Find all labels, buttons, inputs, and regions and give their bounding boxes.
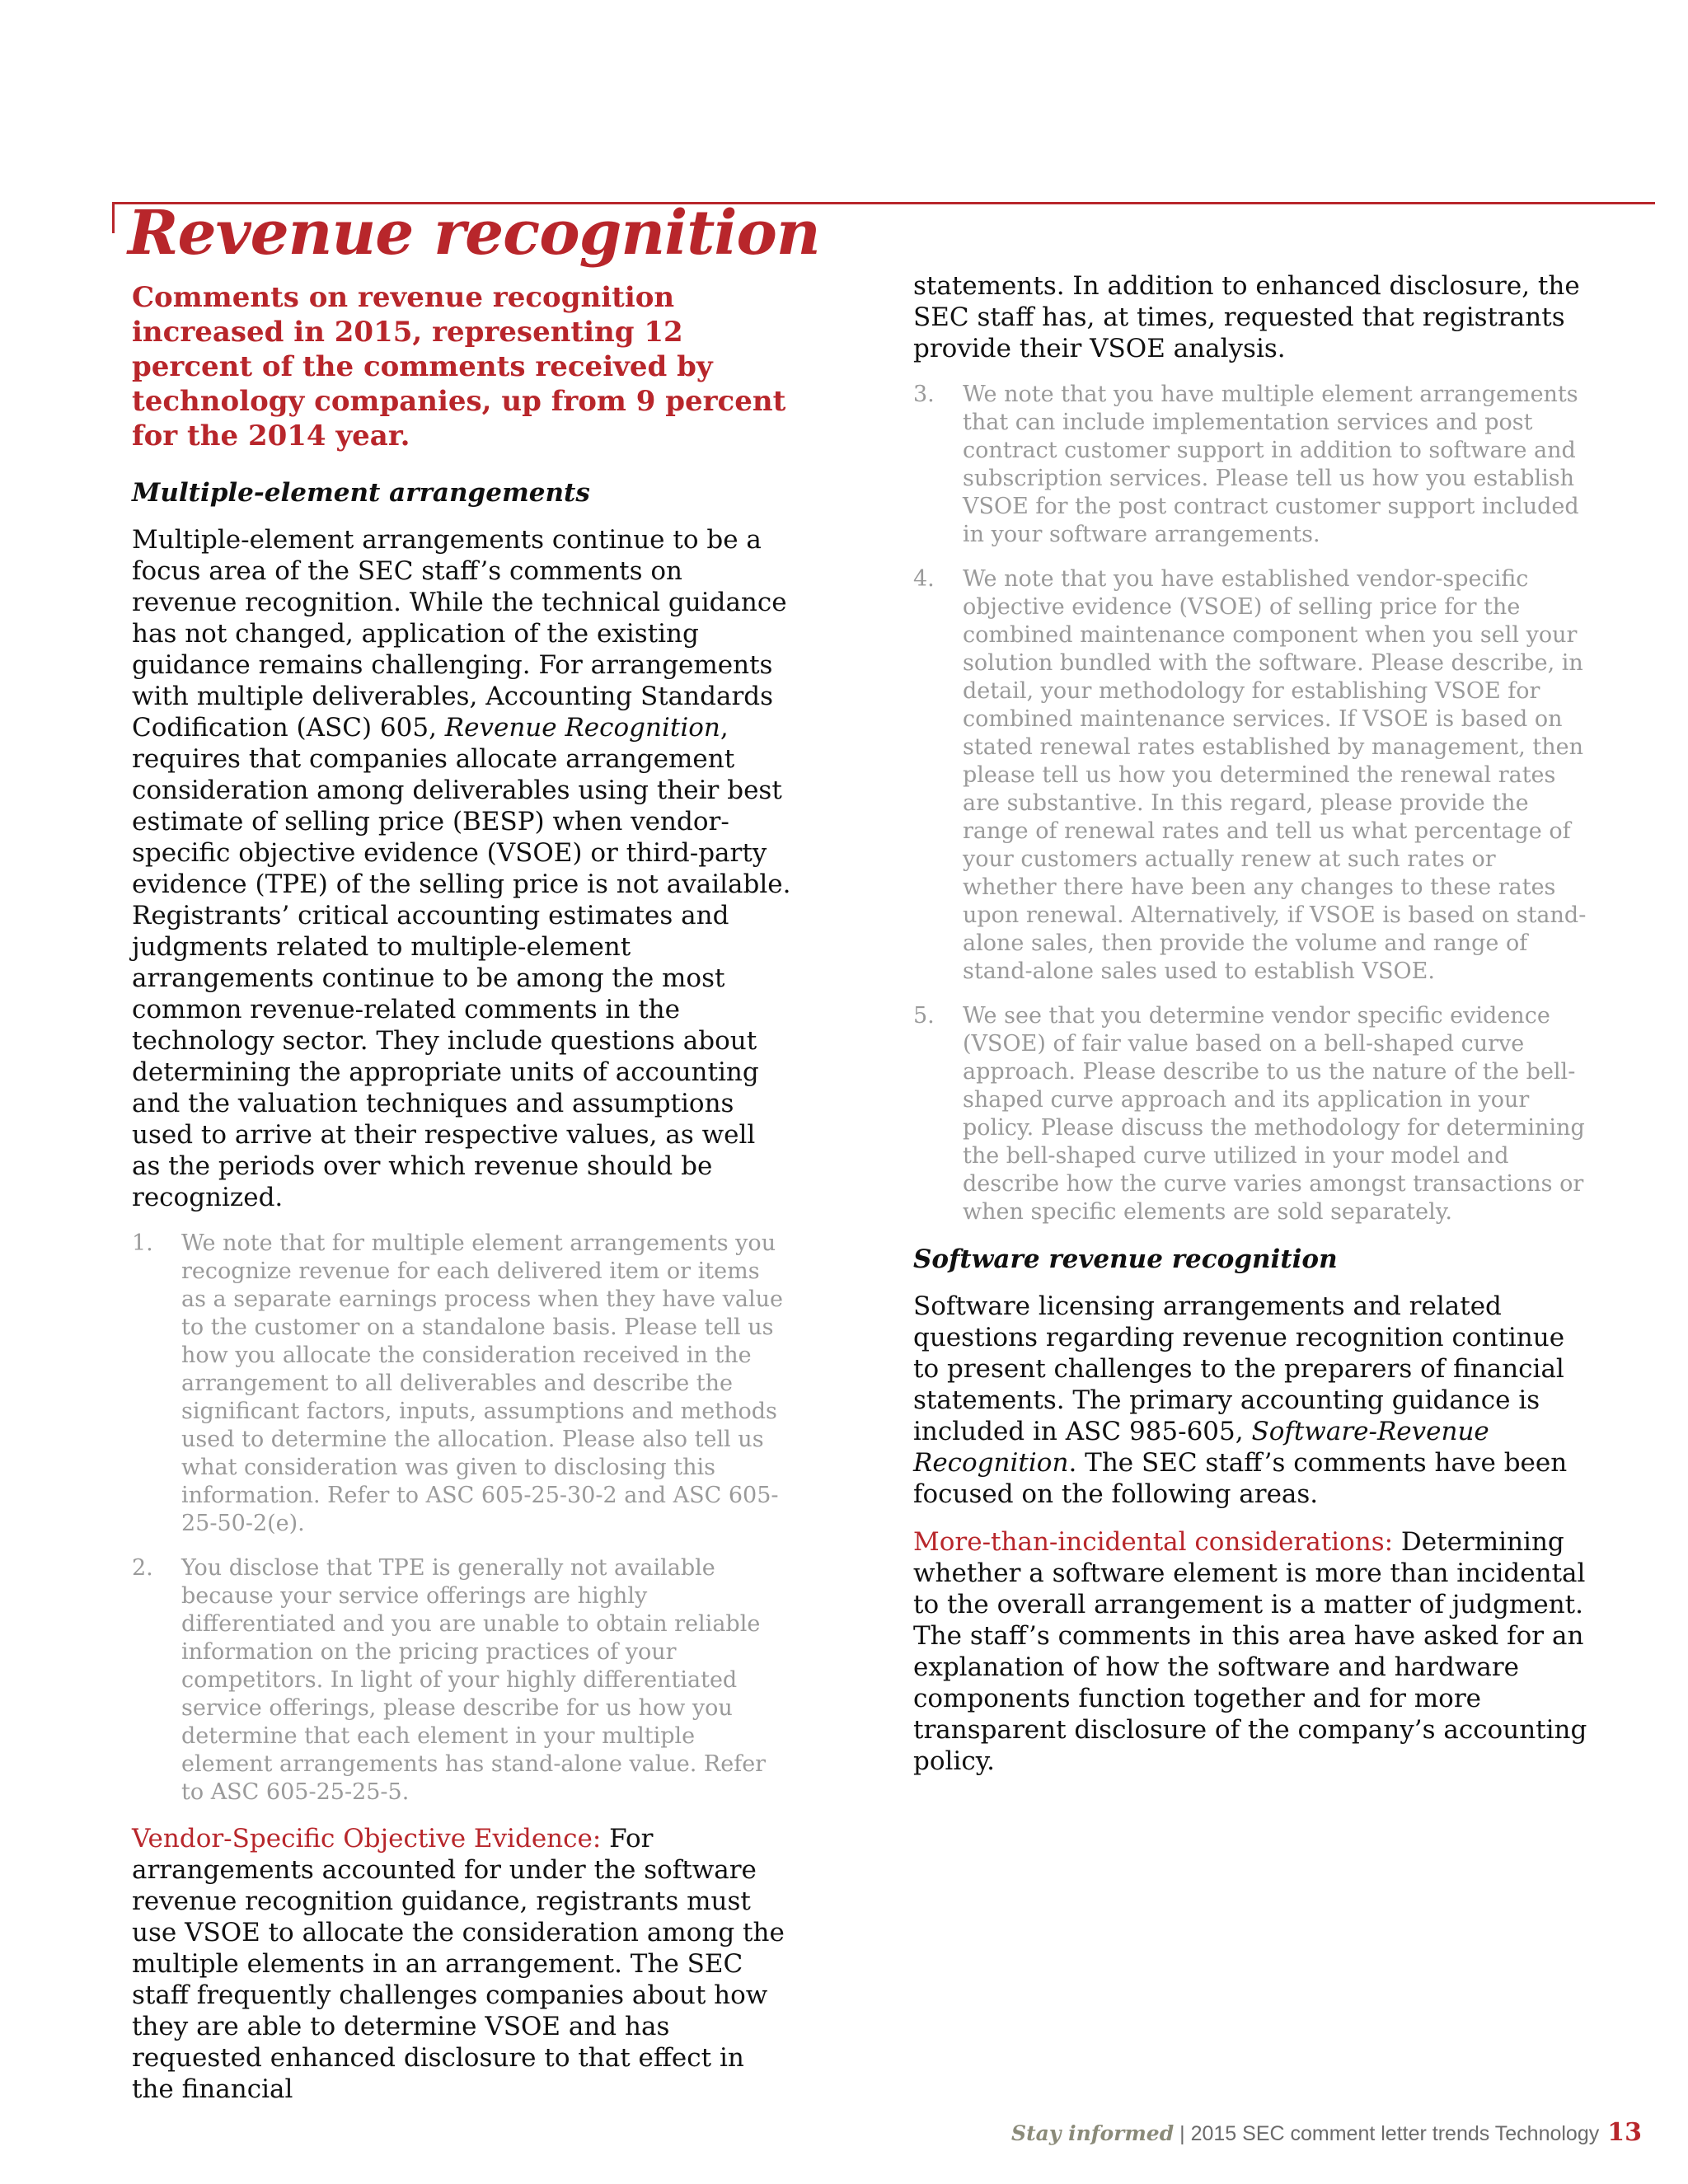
lead-paragraph: Comments on revenue recognition increased in 2015, representing 12 percent of the comments received by technology companies, up from 9 percent for the 2014 year. xyxy=(132,281,786,452)
comment-text: We note that you have established vendor-specific objective evidence (VSOE) of selling price for the combined maintenance component when you sell your solution bundled with the software. Please describe, in detail, your methodology for establishing VSOE for combined maintenance services. If VSOE is based on stated renewal rates established by management, then please tell us how you determined the renewal rates are substantive. In this regard, please provide the range of renewal rates and tell us what percentage of your customers actually renew at such rates or whether there have been any changes to these rates upon renewal. Alternatively, if VSOE is based on stand-alone sales, then provide the volume and range of stand-alone sales used to establish VSOE. xyxy=(963,566,1587,984)
incidental-paragraph xyxy=(913,1526,1589,1777)
page-number: 13 xyxy=(1607,2118,1642,2147)
comment-text: We see that you determine vendor specific evidence (VSOE) of fair value based on a bell-shaped curve approach. Please describe to us the nature of the bell-shaped curve approach and its application in your policy. Please discuss the methodology for determining the bell-shaped curve utilized in your model and describe how the curve varies amongst transactions or when specific elements are sold separately. xyxy=(963,1003,1585,1225)
multiple-element-body-b: , requires that companies allocate arrangement consideration among deliverables using their best estimate of selling price (BESP) when vendor-specific objective evidence (VSOE) or third-party evidence (TPE) of the selling price is not available. Registrants’ critical accounting estimates and judgments related to multiple-element arrangements continue to be among the most common revenue-related comments in the technology sector. They include questions about determining the appropriate units of accounting and the valuation techniques and assumptions used to arrive at their respective values, as well as the periods over which revenue should be recognized. xyxy=(132,713,791,1212)
revenue-recognition-citation: Revenue Recognition xyxy=(444,713,720,743)
page-title: Revenue recognition xyxy=(128,198,820,269)
left-column xyxy=(132,280,791,2121)
right-column xyxy=(913,270,1589,1793)
comment-1 xyxy=(132,1230,791,1538)
incidental-label: More-than-incidental considerations: xyxy=(913,1527,1394,1557)
footer-stay-informed: Stay informed xyxy=(1011,2121,1175,2145)
comment-3 xyxy=(913,381,1589,549)
comment-text: We note that for multiple element arrangements you recognize revenue for each delivered item or items as a separate earnings process when they have value to the customer on a standalone basis. Please tell us how you allocate the consideration received in the arrangement to all deliverables and describe the significant factors, inputs, assumptions and methods used to determine the allocation. Please also tell us what consideration was given to disclosing this information. Refer to ASC 605-25-30-2 and ASC 605-25-50-2(e). xyxy=(181,1230,783,1536)
footer-publication: 2015 SEC comment letter trends Technology xyxy=(1190,2122,1600,2145)
vsoe-label: Vendor-Specific Objective Evidence: xyxy=(132,1824,602,1854)
header-rule-tick xyxy=(112,202,115,233)
multiple-element-body-a: Multiple-element arrangements continue to be a focus area of the SEC staff’s comments on revenue recognition. While the technical guidance has not changed, application of the existing guidance remains challenging. For arrangements with multiple deliverables, Accounting Standards Codification (ASC) 605, xyxy=(132,525,787,743)
comment-4 xyxy=(913,565,1589,986)
comment-number: 1. xyxy=(132,1230,153,1256)
comment-text: We note that you have multiple element arrangements that can include implementation services and post contract customer support in addition to software and subscription services. Please tell us how you establish VSOE for the post contract customer support included in your software arrangements. xyxy=(963,382,1579,547)
software-revenue-citation: Software-Revenue Recognition xyxy=(913,1417,1489,1478)
multiple-element-heading: Multiple-element arrangements xyxy=(132,478,590,508)
software-body xyxy=(913,1291,1589,1510)
vsoe-paragraph xyxy=(132,1823,791,2105)
comment-number: 2. xyxy=(132,1555,153,1581)
incidental-body: Determining whether a software element is more than incidental to the overall arrangement is a matter of judgment. The staff’s comments in this area have asked for an explanation of how the software and hardware components function together and for more transparent disclosure of the company’s accounting policy. xyxy=(913,1527,1587,1776)
multiple-element-body xyxy=(132,524,791,1213)
comment-number: 5. xyxy=(913,1003,935,1029)
vsoe-continuation: statements. In addition to enhanced disclosure, the SEC staff has, at times, requested that registrants provide their VSOE analysis. xyxy=(913,271,1580,363)
footer-separator: | xyxy=(1174,2122,1191,2145)
comment-5 xyxy=(913,1002,1589,1226)
comment-2 xyxy=(132,1554,791,1807)
vsoe-body-left: For arrangements accounted for under the software revenue recognition guidance, registrants must use VSOE to allocate the consideration among the multiple elements in an arrangement. The SEC staff frequently challenges companies about how they are able to determine VSOE and has requested enhanced disclosure to that effect in the financial xyxy=(132,1824,785,2104)
comment-number: 4. xyxy=(913,566,935,592)
page-footer xyxy=(1011,2118,1642,2147)
software-body-b: . The SEC staff’s comments have been focused on the following areas. xyxy=(913,1448,1568,1509)
comment-number: 3. xyxy=(913,382,935,407)
software-heading: Software revenue recognition xyxy=(913,1244,1338,1274)
comment-text: You disclose that TPE is generally not available because your service offerings are highly differentiated and you are unable to obtain reliable information on the pricing practices of your competitors. In light of your highly differentiated service offerings, please describe for us how you determine that each element in your multiple element arrangements has stand-alone value. Refer to ASC 605-25-25-5. xyxy=(181,1555,767,1805)
software-body-a: Software licensing arrangements and related questions regarding revenue recognition continue to present challenges to the preparers of financial statements. The primary accounting guidance is included in ASC 985-605, xyxy=(913,1291,1565,1446)
